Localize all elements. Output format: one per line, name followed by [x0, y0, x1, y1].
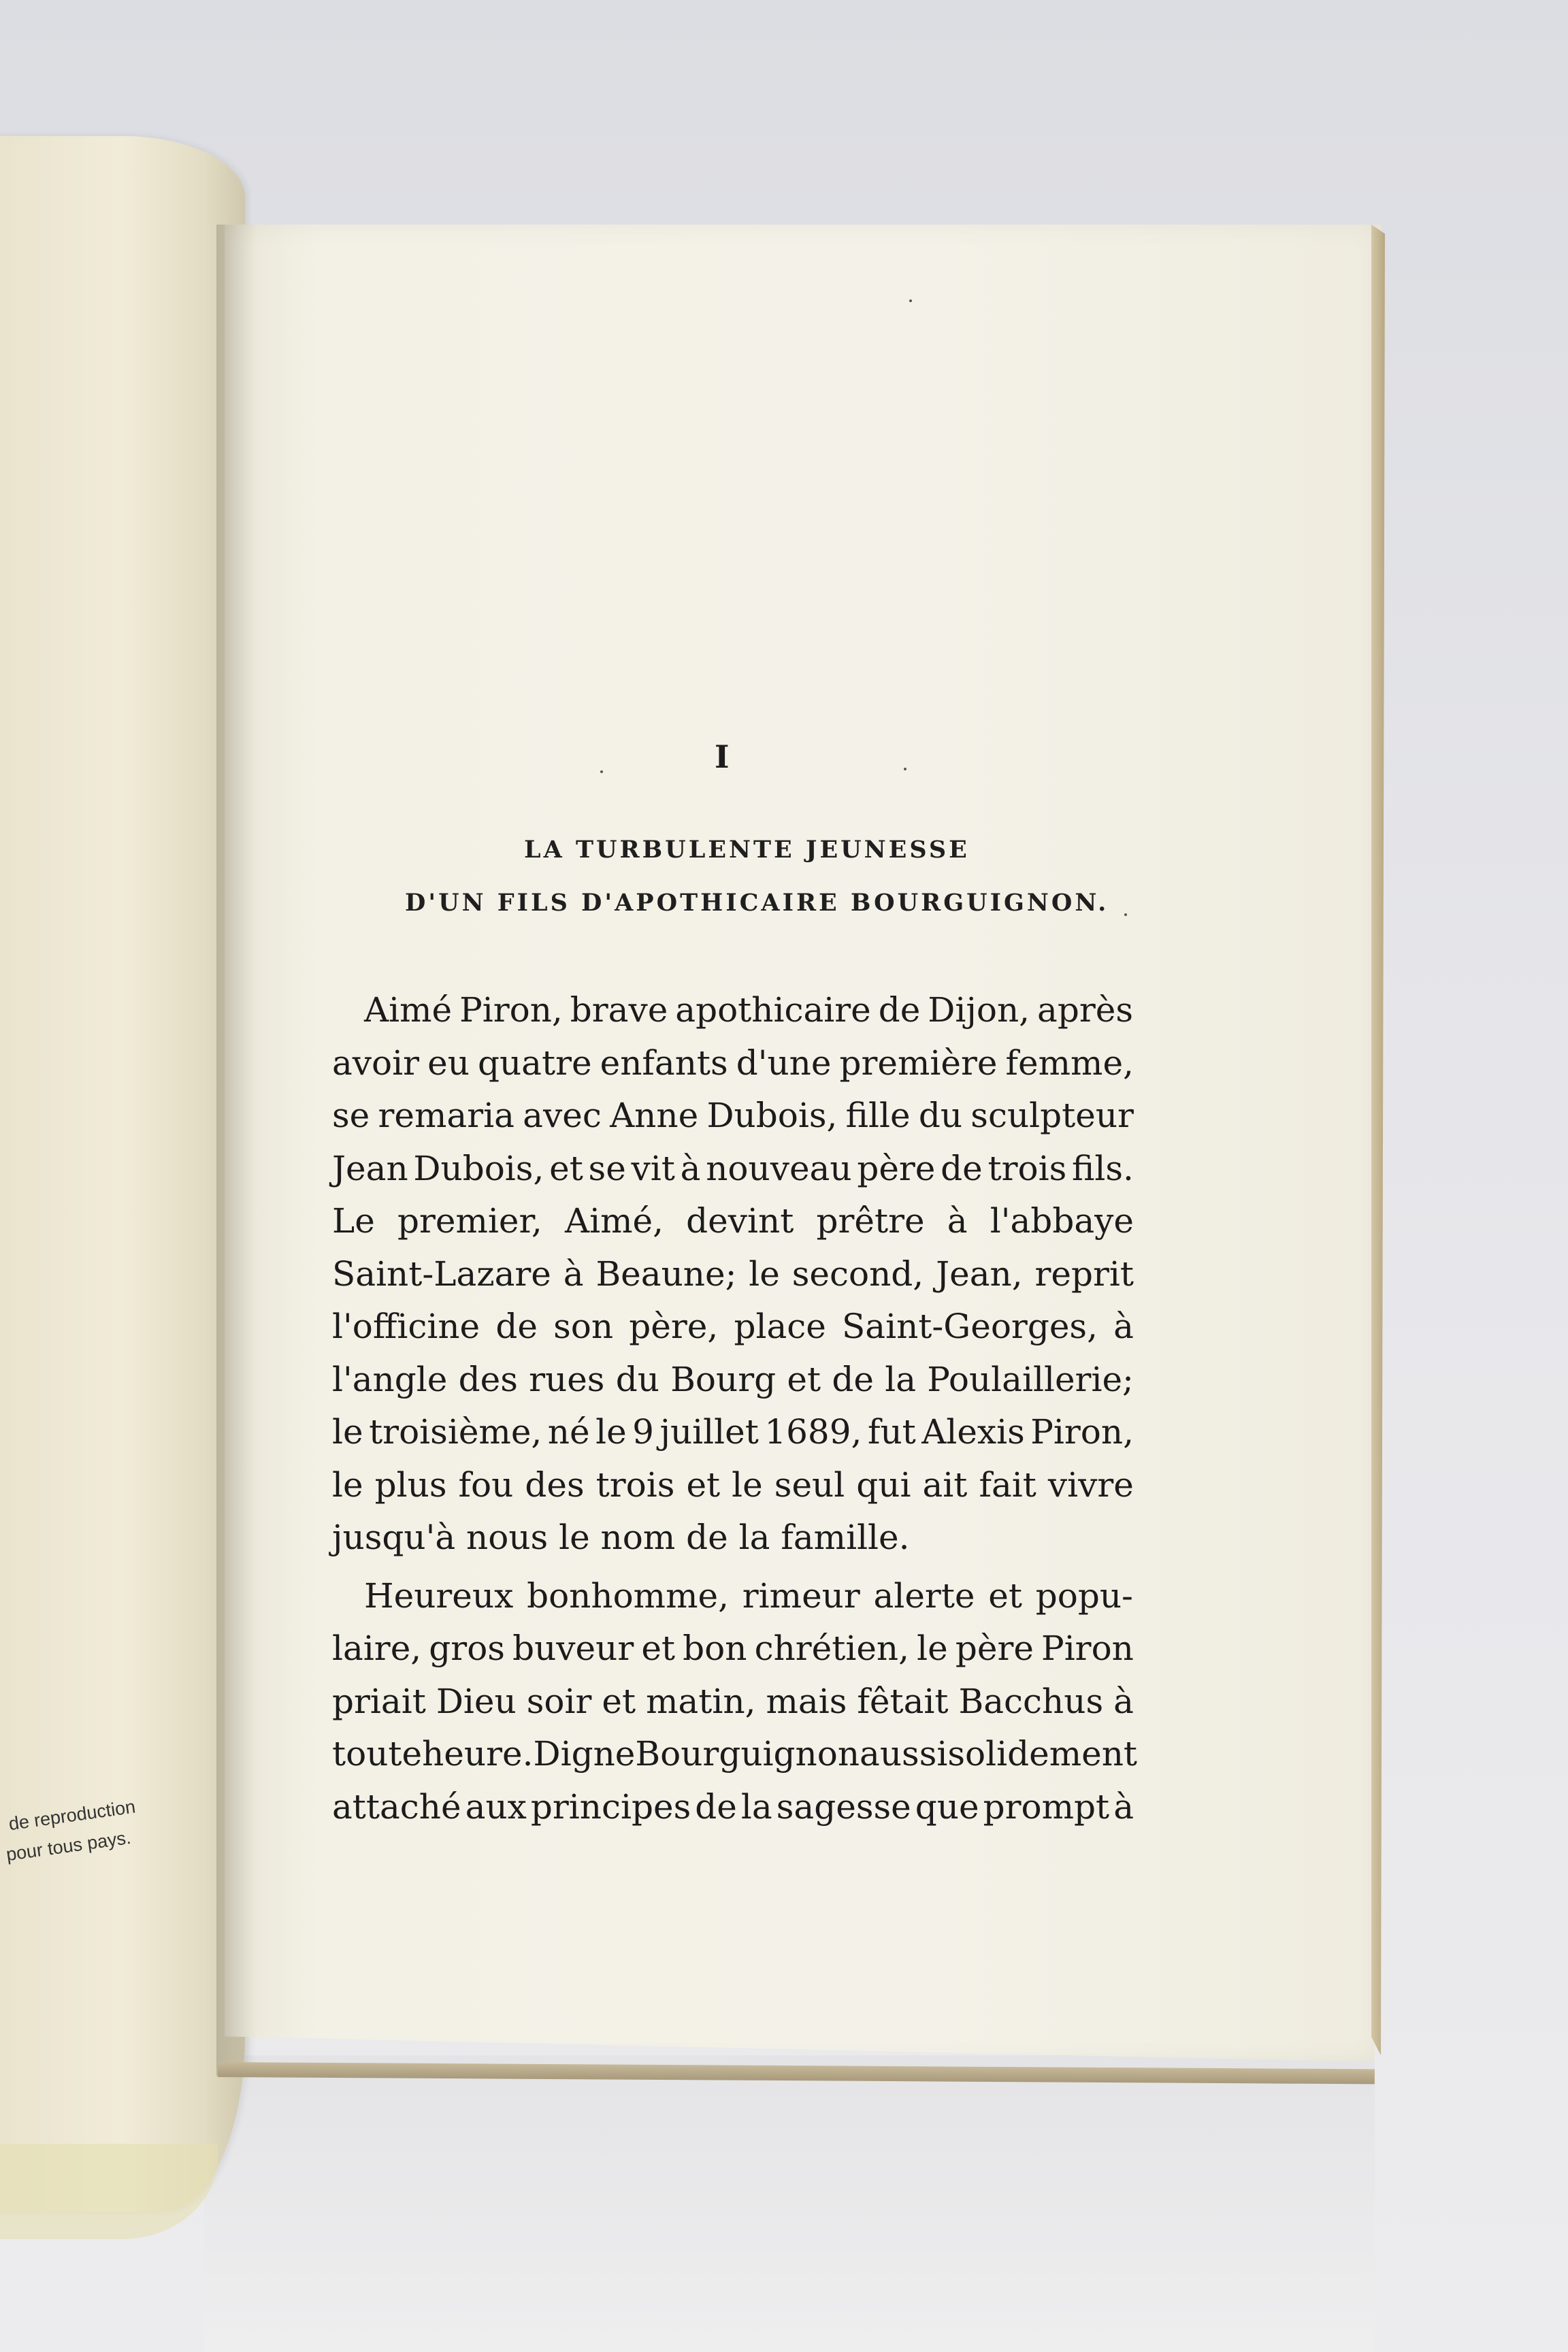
- body-line: Saint-Lazare à Beaune; le second, Jean, reprit: [332, 1254, 1134, 1294]
- body-line: laire, gros buveur et bon chrétien, le père Piron: [332, 1629, 1134, 1668]
- chapter-heading-line-2: D'UN FILS D'APOTHICAIRE BOURGUIGNON.: [405, 889, 1109, 917]
- caption-line-2: pour tous pays.: [5, 1827, 133, 1865]
- body-line: Le premier, Aimé, devint prêtre à l'abbaye: [332, 1201, 1134, 1241]
- paper-speck: [600, 770, 603, 773]
- body-line: se remaria avec Anne Dubois, fille du sculpteur: [332, 1096, 1134, 1135]
- body-line: Heureux bonhomme, rimeur alerte et popu-: [364, 1576, 1133, 1616]
- body-line: Aimé Piron, brave apothicaire de Dijon, après: [364, 990, 1133, 1030]
- body-line: toute heure. Digne Bourguignon aussi solidement: [332, 1734, 1138, 1774]
- body-line: le plus fou des trois et le seul qui ait fait vivre: [332, 1465, 1134, 1505]
- paper-speck: [1124, 913, 1127, 916]
- body-line: priait Dieu soir et matin, mais fêtait Bacchus à: [332, 1682, 1134, 1721]
- body-line: Jean Dubois, et se vit à nouveau père de trois fils.: [332, 1149, 1134, 1188]
- body-line: l'officine de son père, place Saint-Georges, à: [332, 1307, 1134, 1346]
- chapter-heading-line-1: LA TURBULENTE JEUNESSE: [524, 836, 970, 864]
- chapter-number: I: [715, 738, 730, 775]
- body-line: le troisième, né le 9 juillet 1689, fut Alexis Piron,: [332, 1412, 1134, 1452]
- paper-speck: [904, 768, 906, 770]
- caption-line-1: de reproduction: [7, 1796, 137, 1835]
- paper-speck: [909, 299, 912, 302]
- body-line: jusqu'à nous le nom de la famille.: [332, 1518, 910, 1557]
- body-line: l'angle des rues du Bourg et de la Poulaillerie;: [332, 1360, 1134, 1399]
- body-line: attaché aux principes de la sagesse que prompt à: [332, 1787, 1134, 1827]
- body-line: avoir eu quatre enfants d'une première femme,: [332, 1043, 1134, 1083]
